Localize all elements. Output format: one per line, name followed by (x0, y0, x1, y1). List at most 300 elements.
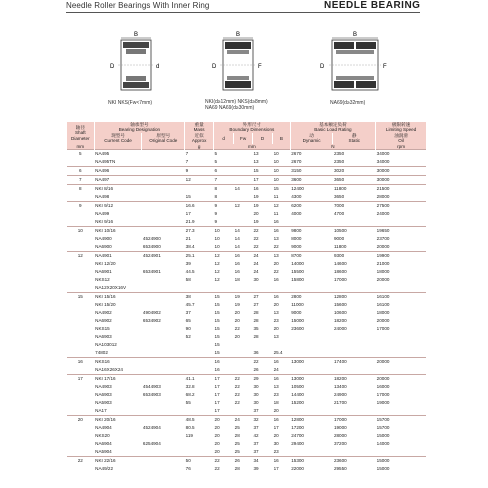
cell-dim-d: 17 (214, 400, 220, 406)
cell-static-load (333, 218, 376, 227)
cell-dynamic-load (290, 448, 333, 457)
cell-dim-d: 15 (214, 326, 220, 332)
cell-oil-speed: 19650 (376, 227, 426, 236)
cell-dim-D: 32 (253, 416, 273, 425)
cell-dim-D: 19 (253, 219, 259, 225)
cell-dim-d: 20 (214, 425, 220, 431)
cell-mass: 39 (185, 261, 191, 267)
cell-mass: 7 (185, 159, 189, 165)
cell-mass: 45.7 (185, 302, 195, 308)
cell-dynamic-load: 8700 (290, 252, 333, 261)
cell-dim-B: 13 (273, 334, 279, 340)
cell-dim-B: 20 (273, 433, 279, 439)
cell-mass: 37 (185, 310, 191, 316)
cell-current-code: NA4904 (95, 425, 112, 431)
cell-static-load: 18200 (333, 318, 347, 324)
cell-oil-speed (376, 448, 426, 457)
cell-mass (185, 349, 214, 358)
table-row (67, 252, 427, 261)
cell-dim-D (253, 341, 273, 349)
cell-mass: 12 (185, 176, 214, 185)
cell-dim-D: 39 (253, 466, 259, 472)
cell-oil-speed: 15000 (376, 466, 390, 472)
cell-dim-fw: 18 (234, 277, 240, 283)
cell-oil-speed: 30000 (376, 167, 426, 176)
cell-static-load: 28000 (333, 433, 347, 439)
cell-dim-D: 19 (253, 202, 273, 211)
cell-original-code (142, 167, 185, 176)
cell-dim-fw: 19 (234, 302, 240, 308)
cell-dim-B: 16 (273, 219, 279, 225)
cell-dynamic-load: 2670 (290, 150, 333, 159)
cell-dim-B: 23 (273, 318, 279, 324)
cell-static-load: 17000 (333, 416, 376, 425)
cell-mass (185, 341, 214, 349)
cell-original-code (142, 399, 185, 407)
cell-dim-B: 24 (273, 367, 279, 373)
cell-static-load: 17000 (333, 277, 347, 283)
cell-oil-speed: 16100 (376, 302, 390, 308)
cell-shaft-diameter (67, 424, 95, 432)
cell-current-code: NKI 20/16 (94, 416, 142, 425)
cell-dim-B: 13 (273, 384, 279, 390)
cell-dim-D: 36 (253, 350, 259, 356)
dim-label-d-outer: D (110, 64, 115, 70)
table-row (67, 317, 427, 325)
cell-original-code: 6534901 (142, 269, 161, 275)
cell-dynamic-load: 9000 (291, 244, 302, 250)
cell-dim-d: 7 (214, 176, 234, 185)
cell-oil-speed: 15000 (376, 433, 390, 439)
cell-dim-d: 17 (214, 375, 234, 384)
header-dim-D: D (253, 133, 273, 144)
cell-dim-B: 11 (273, 211, 279, 217)
cell-shaft-diameter (67, 284, 95, 293)
table-row (67, 325, 427, 333)
cell-mass: 50 (185, 457, 214, 466)
cell-original-code (142, 210, 185, 218)
cell-dim-d: 15 (214, 334, 220, 340)
cell-dim-fw: 28 (234, 466, 240, 472)
cell-original-code (142, 325, 185, 333)
cell-dynamic-load: 8000 (291, 236, 302, 242)
cell-dim-d: 22 (214, 457, 234, 466)
cell-oil-speed (376, 284, 426, 293)
cell-original-code: 6534903 (142, 392, 161, 398)
cell-dim-B: 16 (273, 457, 291, 466)
cell-static-load (333, 366, 376, 375)
cell-dim-D: 28 (253, 334, 259, 340)
cell-oil-speed: 28000 (376, 194, 390, 200)
cell-shaft-diameter (67, 268, 95, 276)
cell-dim-fw (234, 167, 253, 176)
table-row (67, 235, 427, 243)
cell-current-code: NA103012 (95, 342, 117, 348)
cell-dim-fw: 16 (234, 269, 240, 275)
cell-dim-D: 42 (253, 433, 259, 439)
cell-shaft-diameter (67, 366, 95, 375)
table-row (67, 407, 427, 416)
cell-original-code (142, 366, 185, 375)
cell-dim-D: 37 (253, 408, 259, 414)
cell-dim-B: 10 (273, 176, 291, 185)
cell-dim-fw: 14 (234, 227, 253, 236)
cell-dim-D: 37 (253, 441, 259, 447)
cell-dim-D: 20 (253, 211, 259, 217)
cell-original-code: 4524904 (142, 425, 161, 431)
table-body (67, 150, 427, 474)
bearing-diagram-nki-large (198, 28, 278, 98)
cell-shaft-diameter: 8 (67, 185, 95, 194)
table-row (67, 358, 427, 367)
diagram-caption: NKI NKS(Fw<7mm) (108, 100, 153, 106)
cell-oil-speed: 20000 (376, 277, 390, 283)
cell-static-load: 7000 (333, 202, 376, 211)
cell-oil-speed (376, 349, 426, 358)
unit-speed: rpm (376, 144, 426, 150)
cell-dim-d: 20 (214, 449, 220, 455)
cell-original-code (142, 293, 185, 302)
cell-oil-speed: 18000 (376, 269, 390, 275)
cell-original-code (142, 158, 185, 167)
svg-text:D: D (320, 64, 325, 70)
cell-dim-fw: 14 (234, 236, 240, 242)
cell-shaft-diameter (67, 432, 95, 440)
cell-mass: 9 (185, 167, 214, 176)
cell-dynamic-load: 13000 (290, 375, 333, 384)
header-original-code: 原型号 Original Code (142, 133, 185, 144)
cell-dim-D: 27 (253, 302, 259, 308)
cell-dynamic-load: 12800 (290, 416, 333, 425)
cell-dim-d: 5 (214, 159, 218, 165)
svg-text:F: F (258, 64, 262, 70)
cell-dim-D: 30 (253, 384, 259, 390)
cell-dim-fw: 28 (234, 433, 240, 439)
cell-shaft-diameter (67, 243, 95, 252)
cell-dim-d: 10 (214, 227, 234, 236)
cell-mass: 41.1 (185, 375, 214, 384)
cell-static-load: 2350 (333, 150, 376, 159)
cell-dim-D: 22 (253, 236, 259, 242)
cell-dim-D: 15 (253, 167, 273, 176)
cell-shaft-diameter (67, 276, 95, 284)
cell-shaft-diameter: 7 (67, 176, 95, 185)
cell-original-code (142, 341, 185, 349)
cell-dim-D: 37 (253, 449, 259, 455)
table-row (67, 424, 427, 432)
diagram-caption: NA69(d≥32mm) (330, 100, 366, 106)
cell-current-code: NKI 8/16 (94, 185, 142, 194)
cell-dynamic-load: 10500 (291, 384, 304, 390)
cell-dynamic-load (290, 284, 333, 293)
cell-dim-D: 19 (253, 194, 259, 200)
cell-dynamic-load: 2670 (291, 159, 302, 165)
cell-mass: 44.5 (185, 269, 195, 275)
cell-dim-d: 10 (214, 236, 220, 242)
table-row (67, 185, 427, 194)
cell-dim-fw (234, 210, 253, 218)
table-row (67, 301, 427, 309)
header-static: 静 Static (333, 133, 376, 144)
cell-current-code: NA6904 (95, 441, 112, 447)
cell-shaft-diameter (67, 399, 95, 407)
cell-static-load: 10500 (333, 227, 376, 236)
cell-original-code (142, 227, 185, 236)
cell-dim-fw: 22 (234, 400, 240, 406)
cell-shaft-diameter (67, 193, 95, 202)
cell-dynamic-load: 15300 (290, 457, 333, 466)
cell-current-code: NA16X26X24 (95, 367, 123, 373)
cell-dim-d: 15 (214, 302, 220, 308)
cell-current-code: NKI 12/20 (95, 261, 116, 267)
cell-dim-d: 22 (214, 466, 220, 472)
cell-static-load: 17400 (333, 358, 376, 367)
cell-mass (185, 448, 214, 457)
cell-current-code: NA497 (94, 176, 142, 185)
cell-dim-fw: 12 (234, 202, 253, 211)
cell-static-load: 12800 (333, 293, 376, 302)
cell-dim-D: 27 (253, 293, 273, 302)
cell-shaft-diameter: 12 (67, 252, 95, 261)
header-boundary-dimensions: 外形尺寸 Boundary Dimensions (214, 122, 291, 133)
table-row (67, 383, 427, 391)
svg-text:D: D (212, 64, 217, 70)
cell-dim-fw: 16 (234, 252, 253, 261)
cell-shaft-diameter: 16 (67, 358, 95, 367)
table-row (67, 276, 427, 284)
cell-oil-speed: 15700 (376, 416, 426, 425)
cell-dim-d: 12 (214, 252, 234, 261)
cell-shaft-diameter: 17 (67, 375, 95, 384)
cell-dim-B: 13 (273, 252, 291, 261)
cell-oil-speed: 19000 (376, 400, 390, 406)
cell-oil-speed: 30000 (376, 176, 426, 185)
cell-dynamic-load: 14000 (291, 261, 304, 267)
cell-dim-fw: 20 (234, 318, 240, 324)
cell-dim-B: 17 (273, 425, 279, 431)
cell-dim-B: 11 (273, 194, 279, 200)
cell-mass: 58 (185, 277, 191, 283)
table-row (67, 268, 427, 276)
cell-dim-B: 10 (273, 167, 291, 176)
cell-oil-speed (376, 341, 426, 349)
table-row (67, 432, 427, 440)
cell-dim-B: 23 (273, 449, 279, 455)
table-row (67, 457, 427, 466)
cell-dim-B (273, 341, 291, 349)
table-row (67, 465, 427, 473)
cell-dim-D: 16 (253, 185, 273, 194)
cell-oil-speed: 16100 (376, 293, 426, 302)
cell-dim-D: 37 (253, 425, 259, 431)
table-row (67, 448, 427, 457)
cell-dim-B: 15 (273, 185, 291, 194)
category-title: NEEDLE BEARING (324, 0, 421, 11)
cell-static-load: 10600 (333, 310, 347, 316)
cell-current-code: NA495TN (95, 159, 116, 165)
cell-mass: 21 (185, 236, 191, 242)
cell-original-code (142, 358, 185, 367)
cell-dim-fw (234, 407, 253, 416)
cell-dim-B: 30 (273, 441, 279, 447)
cell-oil-speed: 15000 (376, 457, 426, 466)
table-row (67, 440, 427, 448)
cell-current-code: NA6902 (95, 318, 112, 324)
cell-dynamic-load: 29400 (291, 441, 304, 447)
cell-dynamic-load: 4300 (291, 194, 302, 200)
cell-static-load (333, 333, 376, 341)
cell-dim-fw: 25 (234, 441, 240, 447)
cell-current-code: NA6903 (95, 392, 112, 398)
header-shaft-diameter: 轴径 Shaft Diameter (67, 122, 95, 144)
cell-static-load (333, 341, 376, 349)
cell-dynamic-load (290, 218, 333, 227)
dim-label-b: B (133, 32, 139, 38)
cell-mass: 38.4 (185, 244, 195, 250)
cell-original-code (142, 185, 185, 194)
cell-dim-d: 12 (214, 277, 220, 283)
cell-dim-D: 22 (253, 358, 273, 367)
cell-dim-fw: 22 (234, 375, 253, 384)
table-row (67, 333, 427, 341)
cell-original-code (142, 202, 185, 211)
cell-original-code: 4524900 (142, 236, 161, 242)
cell-dim-B: 22 (273, 269, 279, 275)
bearing-diagram-nki-small (96, 28, 176, 98)
cell-dim-B (273, 284, 291, 293)
cell-original-code (142, 333, 185, 341)
cell-original-code (142, 448, 185, 457)
cell-dim-d: 17 (214, 392, 220, 398)
cell-dynamic-load: 4000 (291, 211, 302, 217)
cell-mass (185, 407, 214, 416)
cell-dim-B: 10 (273, 159, 279, 165)
cell-static-load: 9000 (333, 236, 345, 242)
cell-current-code: NA4903 (95, 384, 112, 390)
cell-current-code: NA6903 (95, 334, 112, 340)
cell-current-code: NA498 (95, 194, 110, 200)
cell-original-code (142, 432, 185, 440)
bearing-spec-table (66, 122, 426, 473)
cell-dim-D (253, 284, 273, 293)
cell-dim-fw (234, 349, 253, 358)
cell-dim-D: 24 (253, 269, 259, 275)
cell-original-code (142, 349, 185, 358)
table-row (67, 176, 427, 185)
cell-dim-d: 15 (214, 350, 220, 356)
cell-current-code: NKI 17/16 (94, 375, 142, 384)
cell-static-load: 24900 (333, 392, 347, 398)
cell-dim-B: 16 (273, 277, 279, 283)
cell-dim-fw: 14 (234, 185, 253, 194)
cell-dim-D: 30 (253, 400, 259, 406)
table-row (67, 150, 427, 159)
cell-dim-d: 10 (214, 244, 220, 250)
cell-shaft-diameter (67, 407, 95, 416)
table-row (67, 399, 427, 407)
cell-shaft-diameter (67, 333, 95, 341)
cell-original-code (142, 301, 185, 309)
cell-dim-D: 30 (253, 277, 259, 283)
header-limiting-speed: 极限转速 Limiting Speed (376, 122, 426, 133)
cell-mass (185, 284, 214, 293)
cell-dynamic-load (290, 407, 333, 416)
cell-dim-B: 17 (273, 466, 279, 472)
cell-oil-speed: 21500 (376, 185, 426, 194)
cell-dim-B: 10 (273, 150, 291, 159)
cell-dim-fw (234, 284, 253, 293)
cell-dim-d: 16 (214, 358, 234, 367)
table-row (67, 349, 427, 358)
cell-dim-d (214, 284, 234, 293)
cell-mass (185, 358, 214, 367)
cell-current-code: NA49/22 (95, 466, 114, 472)
cell-original-code (142, 218, 185, 227)
cell-oil-speed: 18000 (376, 310, 390, 316)
cell-static-load (333, 407, 376, 416)
cell-dynamic-load: 15800 (291, 277, 304, 283)
cell-dynamic-load: 14400 (291, 392, 304, 398)
header-bearing-designation: 轴承型号 Bearing Designation (94, 122, 185, 133)
cell-mass: 27.3 (185, 227, 214, 236)
cell-dim-d: 20 (214, 441, 220, 447)
table-row (67, 218, 427, 227)
cell-dim-D: 13 (253, 159, 259, 165)
cell-dynamic-load: 23600 (291, 326, 304, 332)
cell-dim-fw: 24 (234, 416, 253, 425)
cell-oil-speed: 20000 (376, 358, 426, 367)
cell-static-load: 14600 (333, 261, 347, 267)
cell-oil-speed: 17000 (376, 326, 390, 332)
table-header-row (67, 122, 427, 133)
cell-static-load: 15600 (333, 302, 347, 308)
cell-static-load: 9300 (333, 252, 376, 261)
cell-shaft-diameter (67, 465, 95, 473)
cell-oil-speed: 23700 (376, 236, 390, 242)
cell-dim-d: 15 (214, 342, 220, 348)
cell-shaft-diameter: 22 (67, 457, 95, 466)
cell-current-code: NA5904 (95, 449, 112, 455)
cell-dim-d: 12 (214, 261, 220, 267)
cell-current-code: NA6900 (95, 244, 112, 250)
cell-oil-speed: 17000 (376, 392, 390, 398)
cell-shaft-diameter: 20 (67, 416, 95, 425)
cell-static-load: 19000 (333, 425, 347, 431)
cell-dynamic-load (290, 366, 333, 375)
cell-oil-speed: 34000 (376, 150, 426, 159)
table-row (67, 309, 427, 317)
cell-original-code (142, 465, 185, 473)
bearing-diagram-na69 (310, 28, 400, 98)
unit-mass: g (185, 144, 214, 150)
cell-dim-B: 16 (273, 375, 291, 384)
unit-shaft: mm (67, 144, 95, 150)
cell-static-load: 29550 (333, 466, 347, 472)
cell-static-load: 24000 (333, 326, 347, 332)
cell-mass: 90 (185, 326, 191, 332)
unit-dims: mm (214, 144, 291, 150)
cell-dim-fw (234, 193, 253, 202)
cell-dim-d: 15 (214, 293, 234, 302)
cell-original-code (142, 176, 185, 185)
cell-mass: 15 (185, 194, 191, 200)
cell-original-code (142, 375, 185, 384)
cell-dynamic-load: 15000 (291, 318, 304, 324)
header-current-code: 现型号 Current Code (94, 133, 142, 144)
cell-mass: 76 (185, 466, 191, 472)
cell-current-code: NA6901 (95, 269, 112, 275)
cell-dim-B: 20 (273, 261, 279, 267)
